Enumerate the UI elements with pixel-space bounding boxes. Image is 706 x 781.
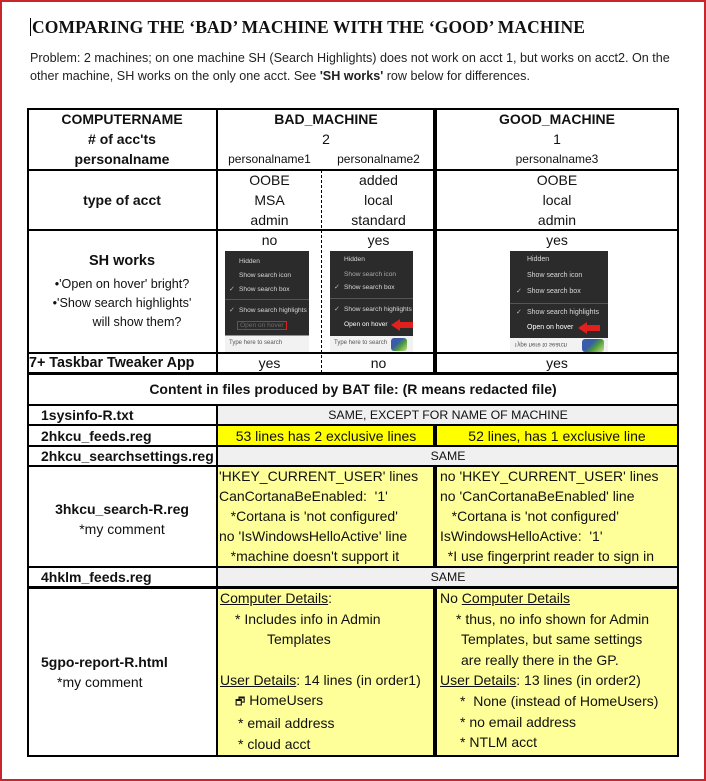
menu-separator <box>225 299 309 300</box>
machine-divider <box>433 108 437 373</box>
check-icon: ✓ <box>334 306 340 313</box>
hkcu-search-line: 'HKEY_CURRENT_USER' lines <box>219 468 419 484</box>
sh-works-bullet: •'Open on hover' bright? <box>54 276 190 291</box>
user-details-summary: : 14 lines (in order1) <box>296 671 421 688</box>
tweaker-pn1: yes <box>258 355 281 371</box>
gpo-user-item: * NTLM acct <box>460 734 538 751</box>
tweaker-pn2: no <box>370 355 387 371</box>
machine-divider <box>433 466 437 567</box>
my-comment-note: *my comment <box>57 674 143 690</box>
hkcu-search-good <box>435 466 679 567</box>
acct-type-pn1 <box>217 170 322 230</box>
taskbar-menu-screenshot-bad <box>225 251 309 352</box>
acct-type-value: OOBE <box>249 172 290 188</box>
file-sysinfo: 1sysinfo-R.txt <box>41 407 134 423</box>
acct-type-value: MSA <box>254 192 285 208</box>
intro-bold: 'SH works' <box>319 69 384 83</box>
search-placeholder: Type here to search <box>334 340 388 346</box>
content-section-header: Content in files produced by BAT file: (R means redacted file) <box>149 381 557 397</box>
my-comment-note: *my comment <box>79 520 165 537</box>
hkcu-search-line: *I use fingerprint reader to sign in <box>440 548 655 564</box>
hkcu-search-line: *Cortana is 'not configured' <box>440 508 619 524</box>
hkcu-search-line: no 'HKEY_CURRENT_USER' lines <box>440 468 659 484</box>
check-icon: ✓ <box>334 284 340 291</box>
taskbar-search-box <box>225 335 309 352</box>
acct-type-pn2 <box>322 170 435 230</box>
label-computername: COMPUTERNAME <box>61 111 183 127</box>
colon: : <box>328 590 333 606</box>
search-highlight-logo-icon <box>582 339 604 352</box>
row-divider <box>27 229 679 231</box>
red-arrow-icon <box>391 319 413 331</box>
hkcu-search-line: no 'IsWindowsHelloActive' line <box>219 528 408 544</box>
good-machine-name: GOOD_MACHINE <box>499 111 615 127</box>
row-divider <box>27 445 679 447</box>
title-text: COMPARING THE ‘BAD’ MACHINE WITH THE ‘GOOD’ MACHINE <box>32 17 585 37</box>
search-highlight-logo-icon <box>391 338 407 351</box>
file-hkcu-feeds: 2hkcu_feeds.reg <box>41 427 152 444</box>
gpo-user-item: HomeUsers <box>249 692 324 709</box>
file-gpo-report-cell <box>27 587 217 757</box>
hkcu-search-line: IsWindowsHelloActive: '1' <box>440 528 603 544</box>
gpo-user-item: * email address <box>238 714 335 731</box>
user-details-summary: : 13 lines (in order2) <box>516 672 641 689</box>
personalname1: personalname1 <box>228 152 311 166</box>
hkcu-feeds-good: 52 lines, has 1 exclusive line <box>435 425 679 446</box>
hkcu-search-line: no 'CanCortanaBeEnabled' line <box>440 488 635 504</box>
table-border <box>27 108 679 110</box>
gpo-note: are really there in the GP. <box>461 651 619 668</box>
label-num-accts: # of acc'ts <box>88 131 156 147</box>
text-cursor <box>30 18 31 36</box>
menu-show-highlights: Show search highlights <box>527 309 599 316</box>
problem-description <box>30 49 680 85</box>
row-divider <box>27 586 679 589</box>
sh-works-pn1: no <box>261 232 278 248</box>
file-gpo-report: 5gpo-report-R.html <box>41 654 168 670</box>
file-hkcu-search-cell <box>27 466 217 567</box>
menu-open-on-hover: Open on hover <box>527 324 574 331</box>
machine-divider <box>433 587 437 757</box>
menu-hidden: Hidden <box>239 258 260 265</box>
sh-works-pn2: yes <box>367 232 390 248</box>
header-labels <box>27 108 217 170</box>
sh-works-bullet-cont: will show them? <box>92 314 182 329</box>
check-icon: ✓ <box>516 309 522 316</box>
menu-separator <box>510 303 608 304</box>
acct-type-value: standard <box>351 212 406 228</box>
bad-machine-acct-count: 2 <box>322 131 330 147</box>
gpo-user-item: * None (instead of HomeUsers) <box>460 692 659 709</box>
menu-show-icon: Show search icon <box>239 272 292 279</box>
bad-machine-users <box>217 149 435 169</box>
table-border <box>27 755 679 757</box>
sh-works-pn3: yes <box>546 232 568 248</box>
gpo-user-item: * no email address <box>460 713 576 730</box>
hklm-feeds-value: SAME <box>217 567 679 587</box>
taskbar-menu-screenshot-good-pn3 <box>510 251 608 352</box>
check-icon: ✓ <box>516 288 522 295</box>
comparison-table <box>27 108 679 757</box>
personalname2: personalname2 <box>337 152 420 166</box>
page-title <box>30 17 585 38</box>
row-divider <box>27 169 679 171</box>
taskbar-search-box <box>330 336 413 352</box>
menu-open-on-hover: Open on hover <box>344 321 388 328</box>
column-divider <box>216 405 218 757</box>
hkcu-feeds-bad: 53 lines has 2 exclusive lines <box>217 425 435 446</box>
red-arrow-icon <box>578 322 600 334</box>
intro-text-end: row below for differences. <box>383 69 530 83</box>
no-prefix: No <box>440 590 462 606</box>
hkcu-searchsettings-value: SAME <box>217 446 679 466</box>
search-placeholder: Type here to search <box>229 340 283 346</box>
search-placeholder: Type here to search <box>514 341 568 347</box>
gpo-report-bad <box>217 587 435 757</box>
table-border <box>27 108 29 757</box>
personalname3: personalname3 <box>515 152 599 166</box>
note-icon: 🗗 <box>235 696 246 709</box>
acct-type-value: admin <box>250 212 289 228</box>
tweaker-label: 7+ Taskbar Tweaker App <box>29 355 195 371</box>
gpo-note: * thus, no info shown for Admin <box>456 610 649 627</box>
menu-hidden: Hidden <box>344 256 365 263</box>
gpo-report-good <box>435 587 679 757</box>
file-hkcu-search: 3hkcu_search-R.reg <box>55 500 189 517</box>
sh-works-label: SH works <box>88 252 156 269</box>
check-icon: ✓ <box>229 307 235 314</box>
row-divider <box>27 566 679 568</box>
machine-divider <box>433 425 437 446</box>
good-machine-header <box>435 108 679 170</box>
computer-details-heading: Computer Details <box>220 590 329 606</box>
tweaker-pn3: yes <box>546 355 568 371</box>
good-machine-acct-count: 1 <box>553 131 561 147</box>
acct-type-value: local <box>364 192 393 208</box>
gpo-note: * Includes info in Admin <box>235 610 381 627</box>
file-hkcu-searchsettings: 2hkcu_searchsettings.reg <box>41 448 214 464</box>
row-divider <box>27 372 679 375</box>
acct-type-value: admin <box>537 212 577 228</box>
gpo-note: Templates <box>267 631 331 648</box>
menu-show-icon: Show search icon <box>527 272 583 279</box>
row-divider <box>27 424 679 426</box>
row-divider <box>27 465 679 467</box>
intro-text: Problem: 2 machines; on one machine SH (Search Highlights) does not work on acct 1, but works on acct2. On the other machine, SH works on the only one acct. See <box>30 51 670 83</box>
user-details-heading: User Details <box>440 672 517 689</box>
hkcu-search-line: CanCortanaBeEnabled: '1' <box>219 488 388 504</box>
check-icon: ✓ <box>229 286 235 293</box>
hkcu-search-line: *machine doesn't support it <box>219 548 400 564</box>
file-hklm-feeds: 4hklm_feeds.reg <box>41 569 152 585</box>
sh-works-label-cell <box>27 230 217 353</box>
sh-works-bullet: •'Show search highlights' <box>52 295 192 310</box>
taskbar-menu-screenshot-good-pn2 <box>330 251 413 352</box>
bad-machine-header <box>217 108 435 170</box>
menu-show-icon: Show search icon <box>344 271 397 278</box>
gpo-user-item: * cloud acct <box>238 735 311 752</box>
acct-type-value: OOBE <box>536 172 578 188</box>
sysinfo-value: SAME, EXCEPT FOR NAME OF MACHINE <box>217 405 679 425</box>
menu-show-box: Show search box <box>239 286 290 293</box>
user-details-heading: User Details <box>220 671 297 688</box>
row-divider <box>27 404 679 406</box>
menu-show-highlights: Show search highlights <box>344 306 412 313</box>
menu-open-on-hover-dim: Open on hover <box>237 321 287 330</box>
menu-show-box: Show search box <box>344 284 395 291</box>
hkcu-search-bad <box>217 466 435 567</box>
acct-type-value: added <box>359 172 398 188</box>
taskbar-search-box <box>510 338 608 352</box>
menu-separator <box>330 298 413 299</box>
acct-type-pn3 <box>435 170 679 230</box>
menu-show-highlights: Show search highlights <box>239 307 307 314</box>
acct-type-value: local <box>542 192 572 208</box>
menu-show-box: Show search box <box>527 288 581 295</box>
table-border <box>677 108 679 757</box>
menu-hidden: Hidden <box>527 256 550 263</box>
gpo-note: Templates, but same settings <box>461 631 643 648</box>
account-divider <box>321 170 322 373</box>
row-divider <box>27 352 679 354</box>
hkcu-search-line: *Cortana is 'not configured' <box>219 508 398 524</box>
computer-details-heading: Computer Details <box>461 590 570 606</box>
label-personalname: personalname <box>74 151 170 167</box>
bad-machine-name: BAD_MACHINE <box>274 111 378 127</box>
type-of-acct-label: type of acct <box>83 192 161 208</box>
column-divider <box>216 108 218 373</box>
